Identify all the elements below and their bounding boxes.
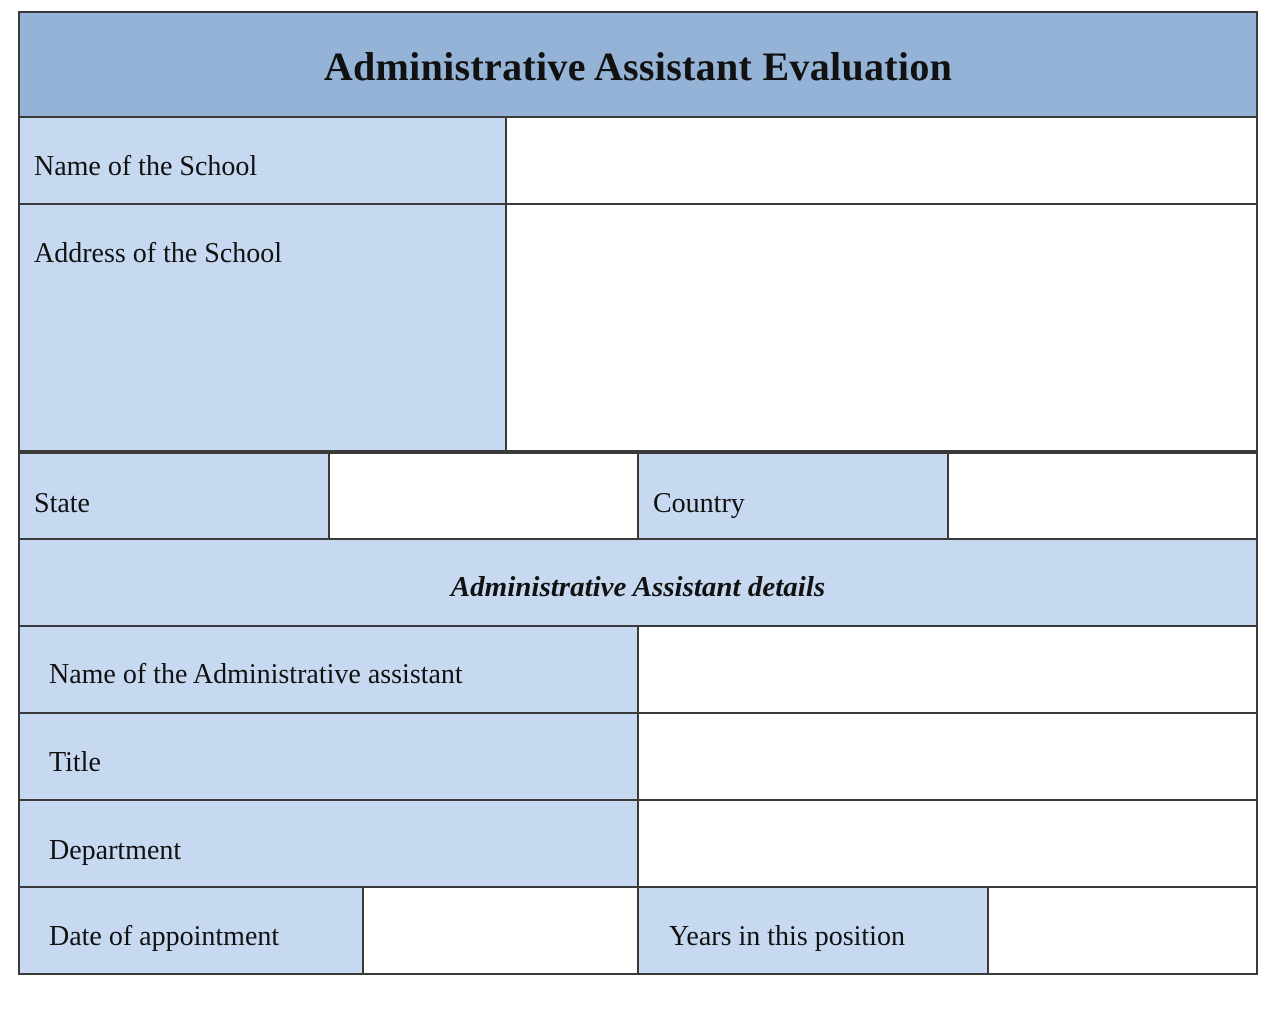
school-address-label-cell	[18, 203, 507, 452]
appointment-date-field[interactable]	[362, 886, 639, 975]
assistant-title-field[interactable]	[637, 712, 1258, 801]
country-field[interactable]	[947, 452, 1258, 540]
appointment-date-label-cell	[18, 886, 364, 975]
form-title: Administrative Assistant Evaluation	[323, 44, 953, 89]
years-in-position-label-cell	[637, 886, 989, 975]
assistant-title-label: Title	[49, 747, 101, 778]
section-header-cell	[18, 538, 1258, 627]
assistant-name-field[interactable]	[637, 625, 1258, 714]
country-label: Country	[653, 488, 745, 519]
years-in-position-field[interactable]	[987, 886, 1258, 975]
appointment-date-label: Date of appointment	[49, 921, 280, 952]
department-label-cell	[18, 799, 639, 888]
school-name-label: Name of the School	[34, 151, 258, 182]
state-label-cell	[18, 452, 330, 540]
department-label: Department	[49, 835, 182, 866]
assistant-name-label-cell	[18, 625, 639, 714]
form-title-cell	[18, 11, 1258, 118]
country-label-cell	[637, 452, 949, 540]
school-address-field[interactable]	[505, 203, 1258, 452]
assistant-name-label: Name of the Administrative assistant	[49, 659, 463, 690]
state-label: State	[34, 488, 90, 519]
years-in-position-label: Years in this position	[669, 921, 905, 952]
school-name-label-cell	[18, 116, 507, 205]
section-title: Administrative Assistant details	[450, 571, 826, 603]
school-address-label: Address of the School	[34, 238, 283, 269]
department-field[interactable]	[637, 799, 1258, 888]
state-field[interactable]	[328, 452, 639, 540]
assistant-title-label-cell	[18, 712, 639, 801]
evaluation-form	[18, 11, 1258, 1011]
school-name-field[interactable]	[505, 116, 1258, 205]
